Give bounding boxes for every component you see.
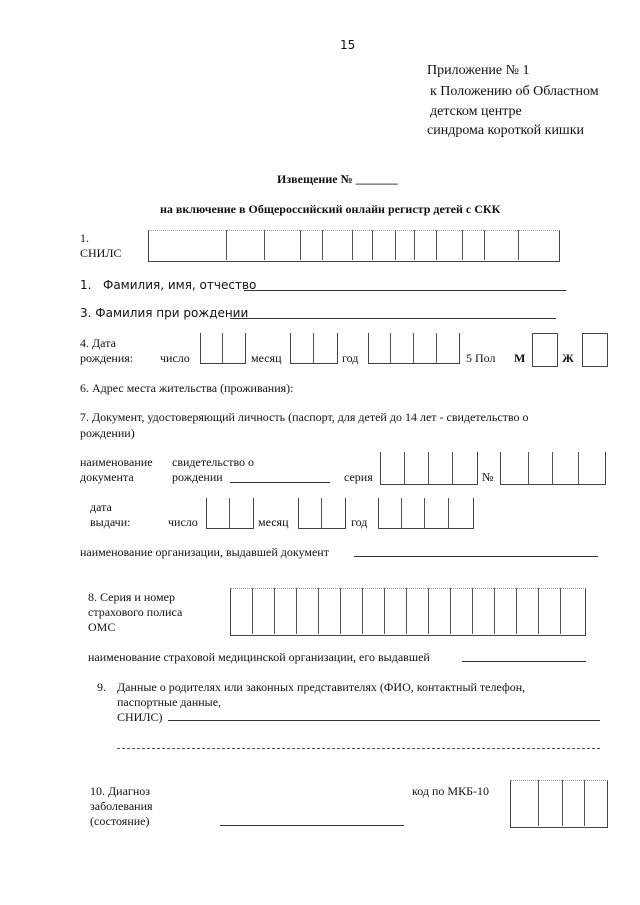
diagnosis-input-line[interactable] <box>220 825 404 826</box>
sex-male-checkbox[interactable] <box>532 333 558 367</box>
sex-female-label: Ж <box>562 351 574 365</box>
address-label: 6. Адрес места жительства (проживания): <box>80 381 294 395</box>
icd-label: код по МКБ-10 <box>412 784 489 798</box>
oms-label-line-3: ОМС <box>88 620 116 634</box>
insurer-label: наименование страховой медицинской организации, его выдавшей <box>88 650 430 664</box>
dob-year-label: год <box>342 351 359 365</box>
doc-type-line-2: рождении <box>172 470 223 484</box>
issuer-label: наименование организации, выдавшей документ <box>80 545 329 559</box>
document-label-line-2: рождении) <box>80 426 135 440</box>
fio-input-line[interactable] <box>244 290 566 291</box>
fio-label: Фамилия, имя, отчество <box>103 278 257 292</box>
doc-type-input-line[interactable] <box>230 482 330 483</box>
fio-number: 1. <box>80 278 92 292</box>
diagnosis-label-line-2: заболевания <box>90 799 153 813</box>
birth-surname-input-line[interactable] <box>230 318 556 319</box>
issue-date-label-line-1: дата <box>90 500 112 514</box>
issue-day-label: число <box>168 515 198 529</box>
snils-label: СНИЛС <box>80 246 122 260</box>
diagnosis-label-line-1: 10. Диагноз <box>90 784 151 798</box>
sex-female-checkbox[interactable] <box>582 333 608 367</box>
appendix-line-1: Приложение № 1 <box>427 63 530 78</box>
doc-name-label-line-1: наименование <box>80 455 153 469</box>
dob-month-label: месяц <box>251 351 282 365</box>
number-sign: № <box>482 470 494 484</box>
appendix-line-3: детском центре <box>430 104 522 119</box>
parents-number: 9. <box>97 680 106 694</box>
series-label: серия <box>344 470 373 484</box>
issue-year-label: год <box>351 515 368 529</box>
parents-input-line-1[interactable] <box>168 720 600 721</box>
sex-label: 5 Пол <box>466 351 496 365</box>
dob-label-line-2: рождения: <box>80 351 134 365</box>
snils-number: 1. <box>80 231 89 245</box>
page-number: 15 <box>340 38 356 52</box>
oms-label-line-1: 8. Серия и номер <box>88 590 175 604</box>
dob-day-label: число <box>160 351 190 365</box>
appendix-line-4: синдрома короткой кишки <box>427 123 585 138</box>
parents-input-line-2[interactable] <box>117 748 600 749</box>
doc-type-line-1: свидетельство о <box>172 455 255 469</box>
insurer-input-line[interactable] <box>462 661 586 662</box>
issuer-input-line[interactable] <box>354 556 598 557</box>
issue-date-label-line-2: выдачи: <box>90 515 131 529</box>
notice-title: Извещение № _______ <box>277 172 398 186</box>
parents-label-line-2: паспортные данные, <box>117 695 222 709</box>
dob-label-line-1: 4. Дата <box>80 336 116 350</box>
parents-label-line-1: Данные о родителях или законных представителях (ФИО, контактный телефон, <box>117 680 526 694</box>
diagnosis-label-line-3: (состояние) <box>90 814 150 828</box>
oms-label-line-2: страхового полиса <box>88 605 183 619</box>
issue-month-label: месяц <box>258 515 289 529</box>
notice-subtitle: на включение в Общероссийский онлайн регистр детей с СКК <box>160 202 501 216</box>
appendix-line-2: к Положению об Областном <box>430 84 599 99</box>
birth-surname-label: 3. Фамилия при рождении <box>80 306 249 320</box>
document-label-line-1: 7. Документ, удостоверяющий личность (паспорт, для детей до 14 лет - свидетельство о <box>80 410 529 424</box>
parents-label-line-3: СНИЛС) <box>117 710 163 724</box>
doc-name-label-line-2: документа <box>80 470 134 484</box>
sex-male-label: М <box>514 351 526 365</box>
